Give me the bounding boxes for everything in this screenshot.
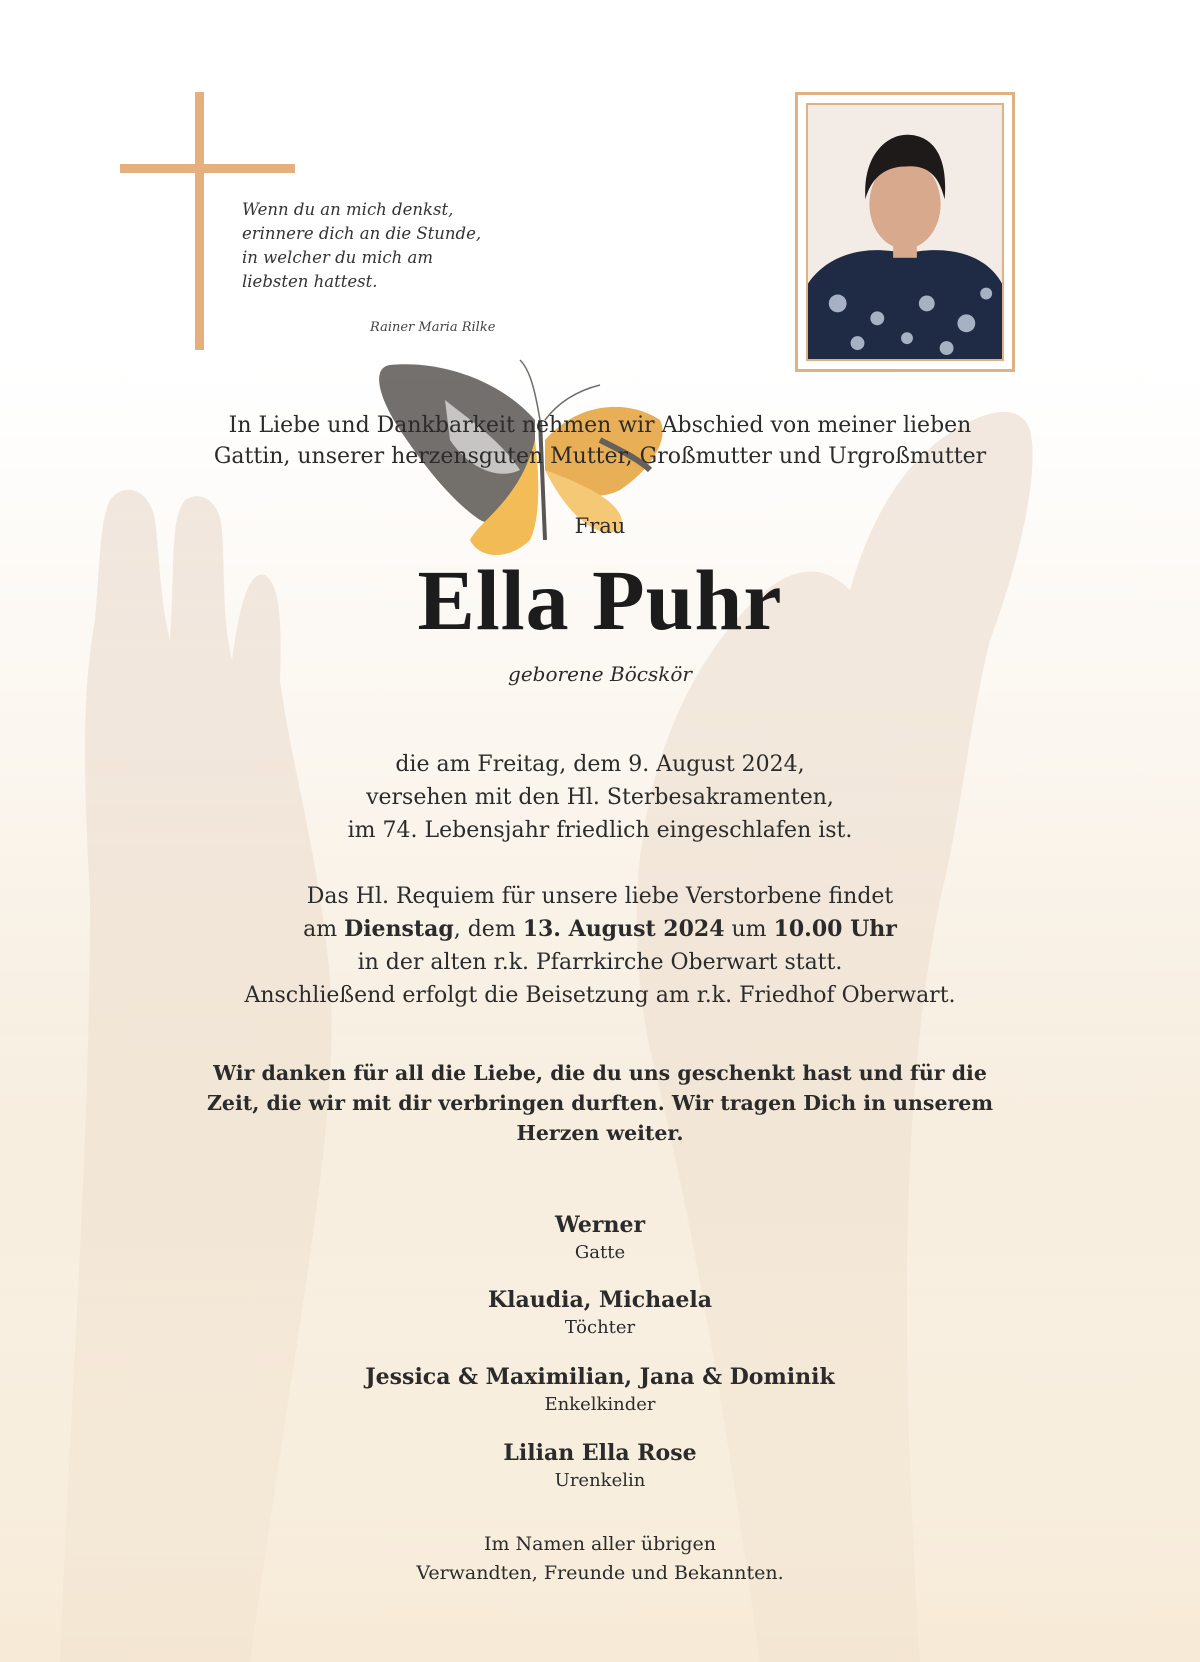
death-line: die am Freitag, dem 9. August 2024, [395, 752, 805, 777]
thanks-line: Herzen weiter. [516, 1121, 684, 1145]
requiem-info [0, 880, 1200, 1012]
deceased-birth-name: geborene Böcskör [508, 662, 692, 686]
requiem-text: am [303, 917, 345, 942]
portrait-frame [795, 92, 1015, 372]
requiem-line: in der alten r.k. Pfarrkirche Oberwart statt. [357, 950, 843, 975]
portrait-icon [808, 105, 1002, 359]
family-relation: Gatte [574, 1242, 626, 1263]
quote-line: Wenn du an mich denkst, [242, 200, 454, 219]
closing-text [0, 1530, 1200, 1588]
quote-line: liebsten hattest. [242, 272, 378, 291]
death-line: im 74. Lebensjahr friedlich eingeschlafen ist. [347, 818, 853, 843]
closing-line: Im Namen aller übrigen [483, 1533, 717, 1555]
requiem-date: 13. August 2024 [522, 916, 725, 942]
quote-line: in welcher du mich am [242, 248, 434, 267]
requiem-line: Das Hl. Requiem für unsere liebe Verstorbene findet [306, 884, 894, 909]
family-names: Werner [554, 1212, 646, 1238]
intro-text [0, 410, 1200, 472]
death-line: versehen mit den Hl. Sterbesakramenten, [366, 785, 834, 810]
family-entry [0, 1210, 1200, 1266]
requiem-line-date [0, 913, 1200, 946]
family-entry [0, 1438, 1200, 1494]
memorial-quote [242, 198, 542, 294]
thanks-text [0, 1058, 1200, 1148]
death-info [0, 748, 1200, 847]
intro-line: Gattin, unserer herzensguten Mutter, Großmutter und Urgroßmutter [213, 444, 987, 469]
quote-author: Rainer Maria Rilke [370, 320, 496, 335]
deceased-name: Ella Puhr [417, 552, 783, 648]
family-relation: Urenkelin [554, 1470, 646, 1491]
requiem-day: Dienstag [344, 916, 454, 942]
closing-line: Verwandten, Freunde und Bekannten. [416, 1562, 784, 1584]
requiem-line: Anschließend erfolgt die Beisetzung am r.k. Friedhof Oberwart. [244, 983, 956, 1008]
requiem-text: um [724, 917, 774, 942]
family-entry [0, 1362, 1200, 1418]
intro-line: In Liebe und Dankbarkeit nehmen wir Abschied von meiner lieben [228, 413, 972, 438]
portrait-photo [806, 103, 1004, 361]
thanks-line: Wir danken für all die Liebe, die du uns geschenkt hast und für die [213, 1061, 987, 1085]
thanks-line: Zeit, die wir mit dir verbringen durften. Wir tragen Dich in unserem [206, 1091, 994, 1115]
family-entry [0, 1285, 1200, 1341]
family-names: Lilian Ella Rose [503, 1440, 697, 1466]
requiem-time: 10.00 Uhr [773, 916, 897, 942]
family-names: Jessica & Maximilian, Jana & Dominik [365, 1364, 835, 1390]
family-names: Klaudia, Michaela [487, 1287, 712, 1313]
family-relation: Enkelkinder [544, 1394, 656, 1415]
quote-line: erinnere dich an die Stunde, [242, 224, 482, 243]
deceased-title: Frau [574, 514, 626, 538]
requiem-text: , dem [453, 917, 523, 942]
family-relation: Töchter [564, 1317, 636, 1338]
